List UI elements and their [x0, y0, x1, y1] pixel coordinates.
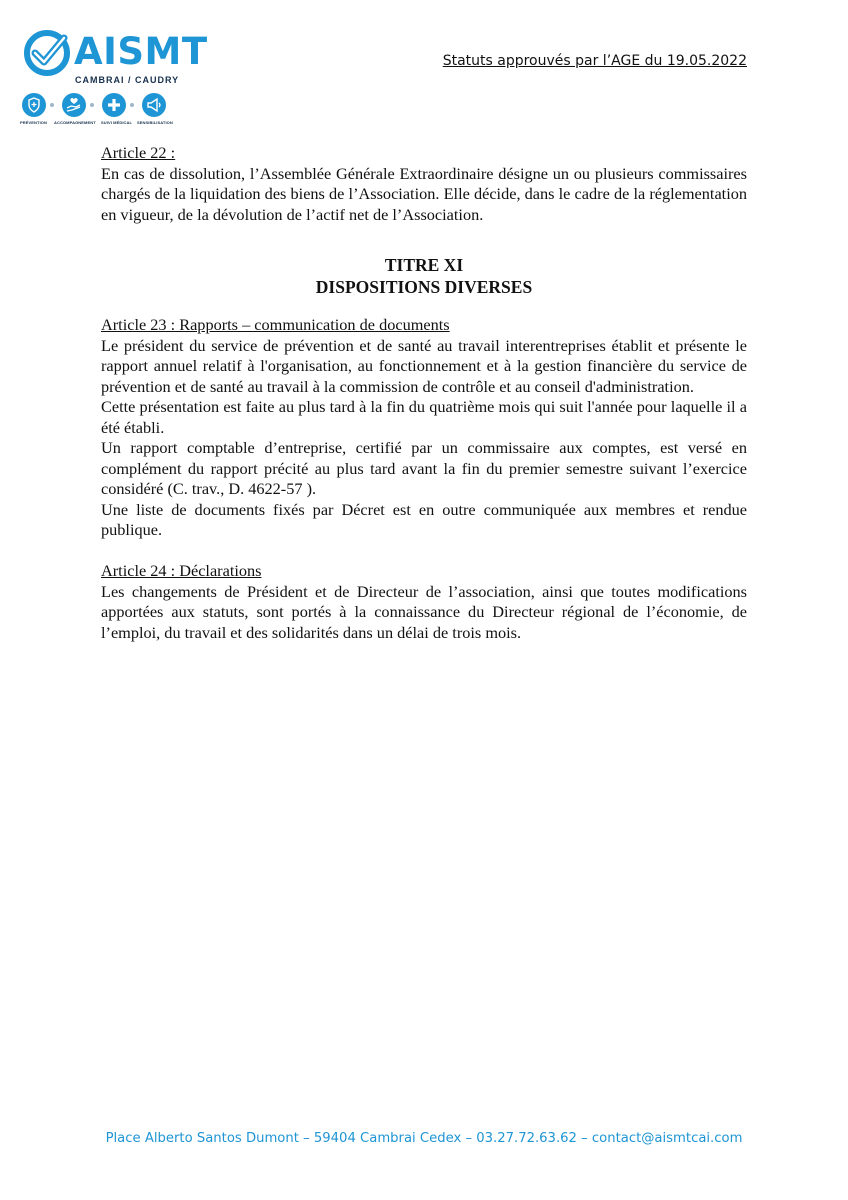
article-23-paragraph: Le président du service de prévention et de santé au travail interentreprises établit et présente le rapport annuel relatif à l'organisation, au fonctionnement et à la gestion financière du service de prévention et de santé au travail à la commission de contrôle et au conseil d'administration. — [101, 335, 747, 396]
section-title-number: TITRE XI — [384, 255, 464, 275]
shield-icon — [22, 93, 46, 117]
footer-address: Place Alberto Santos Dumont – 59404 Cambrai Cedex – 03.27.72.63.62 – contact@aismtcai.com — [105, 1131, 743, 1146]
article-23-paragraph: Cette présentation est faite au plus tard à la fin du quatrième mois qui suit l'année pour laquelle il a été établi. — [101, 397, 747, 437]
logo-name: AISMT — [74, 30, 208, 73]
logo-icon-label: SENSIBILISATION — [137, 120, 173, 125]
document-body — [101, 143, 747, 643]
logo-icon-label: ACCOMPAGNEMENT — [54, 120, 96, 125]
section-title — [101, 254, 747, 298]
medical-cross-icon — [102, 93, 126, 117]
separator-dot — [90, 103, 94, 107]
logo-subtitle: CAMBRAI / CAUDRY — [75, 75, 180, 85]
approval-note: Statuts approuvés par l’AGE du 19.05.2022 — [442, 53, 747, 69]
article-22-body: En cas de dissolution, l’Assemblée Générale Extraordinaire désigne un ou plusieurs commissaires chargés de la liquidation des biens de l’Association. Elle décide, dans le cadre de la réglementation en vigueur, de la dévolution de l’actif net de l’Association. — [101, 163, 747, 224]
checkmark-circle-icon — [22, 28, 72, 78]
article-23-heading: Article 23 : Rapports – communication de documents — [101, 315, 450, 334]
article-22-heading: Article 22 : — [101, 143, 176, 162]
logo-icon-label: SUIVI MÉDICAL — [101, 120, 133, 125]
separator-dot — [50, 103, 54, 107]
separator-dot — [130, 103, 134, 107]
logo-icon-label: PRÉVENTION — [20, 120, 48, 125]
hand-heart-icon — [62, 93, 86, 117]
megaphone-icon — [142, 93, 166, 117]
section-title-name: DISPOSITIONS DIVERSES — [315, 277, 533, 297]
aismt-logo — [20, 28, 208, 128]
article-24-heading: Article 24 : Déclarations — [101, 561, 262, 580]
article-23-paragraph: Un rapport comptable d’entreprise, certifié par un commissaire aux comptes, est versé en complément du rapport précité au plus tard avant la fin du premier semestre suivant l’exercice considéré (C. trav., D. 4622-57 ). — [101, 438, 747, 498]
article-24-body: Les changements de Président et de Directeur de l’association, ainsi que toutes modifications apportées aux statuts, sont portés à la connaissance du Directeur régional de l’économie, de l’emploi, du travail et des solidarités dans un délai de trois mois. — [101, 581, 747, 642]
logo-icon-row — [22, 93, 182, 128]
article-23-paragraph: Une liste de documents fixés par Décret est en outre communiquée aux membres et rendue publique. — [101, 499, 747, 539]
